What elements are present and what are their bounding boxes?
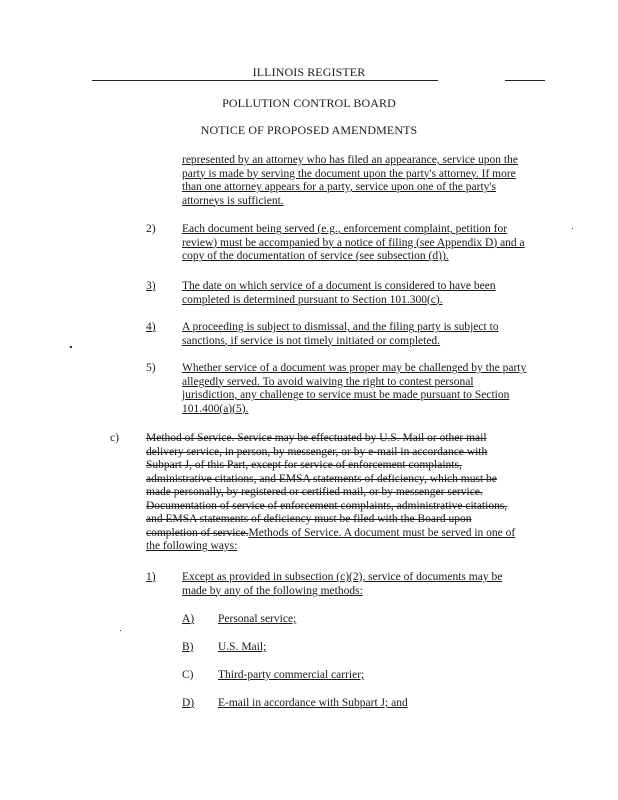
item-line: 101.400(a)(5).	[182, 402, 249, 415]
item-number: 1)	[146, 571, 156, 583]
method-letter: B)	[182, 641, 194, 653]
method-letter: D)	[182, 697, 195, 709]
struck-line: Documentation of service of enforcement complaints, administrative citations,	[146, 499, 508, 512]
item-line: allegedly served. To avoid waiving the right to contest personal	[182, 375, 474, 388]
item-line: review) must be accompanied by a notice of filing (see Appendix D) and a	[182, 236, 525, 249]
scan-speck	[120, 630, 121, 631]
scan-speck	[572, 228, 573, 229]
scan-speck	[70, 346, 72, 348]
item-line: Whether service of a document was proper may be challenged by the party	[182, 362, 527, 374]
item-number: 2)	[146, 223, 156, 235]
item-line: sanctions, if service is not timely initiated or completed.	[182, 334, 441, 347]
item-line: The date on which service of a document is considered to have been	[182, 280, 496, 292]
method-text: Personal service;	[218, 613, 297, 625]
new-text: Methods of Service. A document must be served in one of	[248, 526, 516, 539]
section-c-text	[146, 432, 546, 554]
item-line: Except as provided in subsection (c)(2), service of documents may be	[182, 571, 503, 583]
item-4-text	[182, 321, 562, 348]
item-line: Each document being served (e.g., enforcement complaint, petition for	[182, 223, 508, 235]
item-5-text	[182, 362, 562, 416]
register-title: ILLINOIS REGISTER	[252, 65, 366, 79]
continuation-line: represented by an attorney who has filed an appearance, service upon the	[182, 154, 518, 166]
item-number: 5)	[146, 362, 156, 374]
item-line: made by any of the following methods:	[182, 584, 363, 597]
method-text: U.S. Mail;	[218, 641, 267, 653]
struck-line: Subpart J, of this Part, except for service of enforcement complaints,	[146, 459, 462, 471]
item-3-text	[182, 280, 562, 307]
continuation-line: attorneys is sufficient.	[182, 194, 284, 207]
item-line: A proceeding is subject to dismissal, and the filing party is subject to	[182, 321, 499, 333]
item-line: jurisdiction, any challenge to service must be made pursuant to Section	[182, 389, 510, 401]
sub-1-text	[182, 571, 562, 598]
method-text: Third-party commercial carrier;	[218, 669, 365, 681]
method-text: E-mail in accordance with Subpart J; and	[218, 697, 408, 709]
struck-line: delivery service, in person, by messenger, or by e-mail in accordance with	[146, 445, 488, 458]
header-rule	[92, 80, 438, 81]
method-letter: A)	[182, 613, 195, 625]
struck-line: Method of Service. Service may be effectuated by U.S. Mail or other mail	[146, 432, 487, 444]
mixed-line	[146, 527, 546, 541]
item-line: completed is determined pursuant to Section 101.300(c).	[182, 293, 443, 306]
continuation-paragraph	[182, 154, 562, 208]
item-line: copy of the documentation of service (see subsection (d)).	[182, 250, 449, 262]
continuation-line: party is made by serving the document upon the party's attorney. If more	[182, 167, 516, 180]
method-letter: C)	[182, 669, 194, 681]
new-line: the following ways:	[146, 540, 238, 552]
struck-text: completion of service.	[146, 526, 249, 539]
header-rule-right	[505, 80, 545, 81]
notice-title: NOTICE OF PROPOSED AMENDMENTS	[200, 123, 418, 137]
item-number: 3)	[146, 280, 156, 292]
item-2-text	[182, 223, 562, 264]
item-number: 4)	[146, 321, 156, 333]
continuation-line: than one attorney appears for a party, service upon one of the party's	[182, 181, 496, 193]
board-title: POLLUTION CONTROL BOARD	[222, 96, 396, 110]
struck-line: made personally, by registered or certified mail, or by messenger service.	[146, 486, 483, 498]
struck-line: and EMSA statements of deficiency must be filed with the Board upon	[146, 513, 472, 525]
struck-line: administrative citations, and EMSA statements of deficiency, which must be	[146, 472, 497, 485]
section-label: c)	[110, 432, 119, 444]
